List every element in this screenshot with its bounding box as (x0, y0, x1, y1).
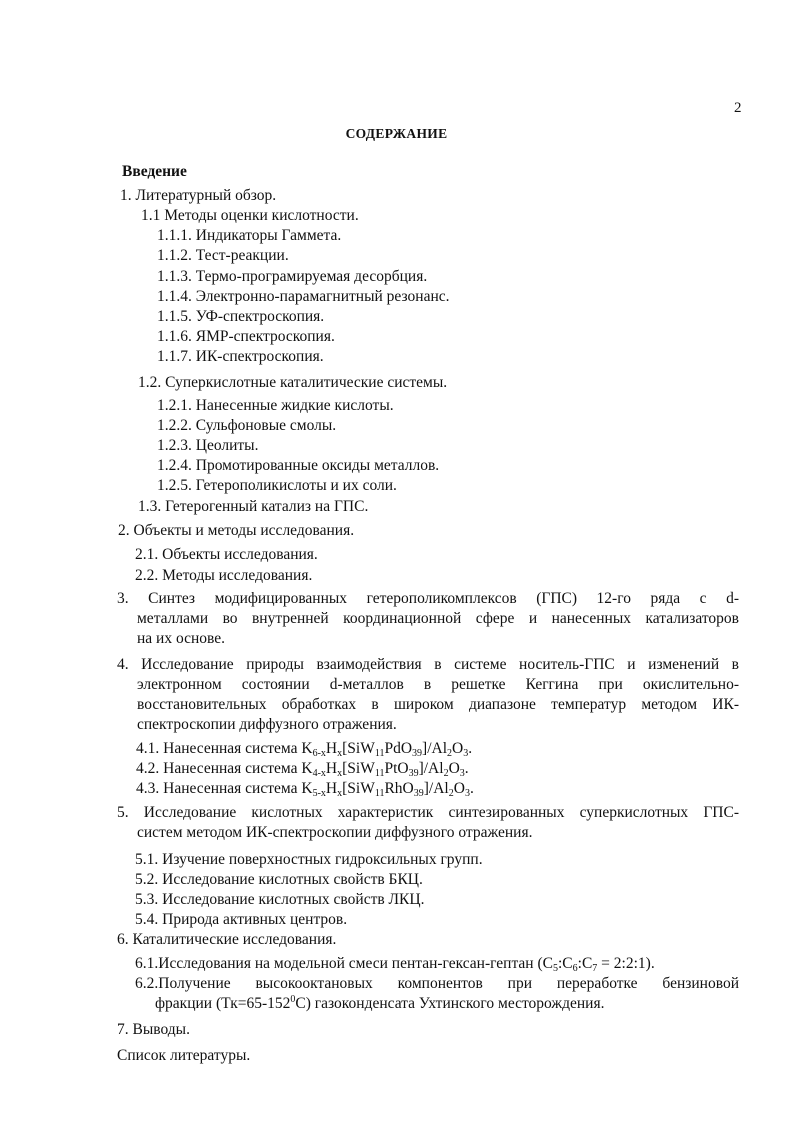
toc-1-1-1: 1.1.1. Индикаторы Гаммета. (157, 227, 342, 244)
toc-1-2-3: 1.2.3. Цеолиты. (157, 437, 259, 454)
toc-1-1: 1.1 Методы оценки кислотности. (141, 207, 359, 224)
toc-4-line-3: восстановительных обработках в широком диапазоне температур методом ИК- (137, 696, 739, 713)
toc-1-1-2: 1.1.2. Тест-реакции. (157, 247, 289, 264)
toc-2: 2. Объекты и методы исследования. (118, 522, 355, 539)
toc-1-3: 1.3. Гетерогенный катализ на ГПС. (138, 498, 369, 515)
toc-1: 1. Литературный обзор. (120, 187, 277, 204)
toc-4-1-prefix: 4.1. Нанесенная система (136, 740, 298, 757)
toc-4 (117, 655, 739, 735)
toc-5-line-2: систем методом ИК-спектроскопии диффузного отражения. (137, 824, 533, 841)
toc-4-1-formula: $K_{6-x}H_x[SiW_{11}PdO_{39}]/Al_2O_3$. (301, 740, 473, 759)
toc-4-line-4: спектроскопии диффузного отражения. (137, 716, 397, 733)
toc-4-3-prefix: 4.3. Нанесенная система (136, 780, 298, 797)
toc-6-2-text-a: фракции (Тк=65-152 (155, 995, 291, 1012)
toc-4-2-formula: $K_{4-x}H_x[SiW_{11}PtO_{39}]/Al_2O_3$. (301, 760, 469, 779)
toc-1-2-1: 1.2.1. Нанесенные жидкие кислоты. (157, 397, 394, 414)
toc-5-line-1: 5. Исследование кислотных характеристик синтезированных суперкислотных ГПС- (117, 804, 739, 821)
toc-4-1 (136, 739, 472, 759)
toc-6-1-text: 6.1.Исследования на модельной смеси пентан-гексан-гептан (135, 955, 534, 972)
toc-6-2 (135, 974, 739, 1014)
toc-4-line-2: электронном состоянии d-металлов в решетке Кеггина при окислительно- (137, 676, 739, 693)
toc-5-2: 5.2. Исследование кислотных свойств БКЦ. (135, 871, 423, 888)
page-title: СОДЕРЖАНИЕ (345, 126, 448, 141)
toc-6-2-line-1: 6.2.Получение высокооктановых компонентов при переработке бензиновой (135, 975, 739, 992)
toc-6-2-superscript: 0 (290, 994, 296, 1005)
page-number: 2 (734, 100, 742, 116)
toc-3-line-3: на их основе. (137, 630, 226, 647)
toc-4-line-1: 4. Исследование природы взаимодействия в системе носитель-ГПС и изменений в (117, 656, 739, 673)
toc-1-1-7: 1.1.7. ИК-спектроскопия. (157, 348, 324, 365)
toc-6-2-line-2 (135, 994, 739, 1014)
toc-2-1: 2.1. Объекты исследования. (135, 546, 318, 563)
toc-1-1-4: 1.1.4. Электронно-парамагнитный резонанс. (157, 288, 450, 305)
toc-6-1-formula: ($C_5:C_6:C_7$ = 2:2:1). (537, 955, 655, 974)
toc-4-3-formula: $K_{5-x}H_x[SiW_{11}RhO_{39}]/Al_2O_3$. (301, 780, 474, 799)
toc-1-1-3: 1.1.3. Термо-програмируемая десорбция. (157, 268, 428, 285)
toc-5-4: 5.4. Природа активных центров. (135, 911, 348, 928)
toc-4-2 (136, 759, 469, 779)
toc-5 (117, 803, 739, 843)
toc-3-line-1: 3. Синтез модифицированных гетерополикомплексов (ГПС) 12-го ряда с d- (117, 590, 739, 607)
toc-1-2-5: 1.2.5. Гетерополикислоты и их соли. (157, 477, 397, 494)
toc-1-2-4: 1.2.4. Промотированные оксиды металлов. (157, 457, 440, 474)
toc-intro: Введение (122, 163, 187, 180)
toc-2-2: 2.2. Методы исследования. (135, 567, 313, 584)
toc-5-3: 5.3. Исследование кислотных свойств ЛКЦ. (135, 891, 425, 908)
toc-6-2-text-b: С) газоконденсата Ухтинского месторождения. (295, 995, 605, 1012)
toc-7: 7. Выводы. (117, 1021, 190, 1038)
toc-4-2-prefix: 4.2. Нанесенная система (136, 760, 298, 777)
toc-3-line-2: металлами во внутренней координационной сфере и нанесенных катализаторов (137, 610, 739, 627)
toc-6: 6. Каталитические исследования. (117, 931, 337, 948)
toc-3 (117, 589, 739, 649)
toc-1-1-6: 1.1.6. ЯМР-спектроскопия. (157, 328, 335, 345)
toc-6-1 (135, 954, 655, 974)
toc-references: Список литературы. (117, 1047, 251, 1064)
toc-1-2-2: 1.2.2. Сульфоновые смолы. (157, 417, 337, 434)
toc-5-1: 5.1. Изучение поверхностных гидроксильных групп. (135, 851, 483, 868)
toc-1-2: 1.2. Суперкислотные каталитические системы. (138, 374, 448, 391)
toc-1-1-5: 1.1.5. УФ-спектроскопия. (157, 308, 325, 325)
toc-4-3 (136, 779, 474, 799)
